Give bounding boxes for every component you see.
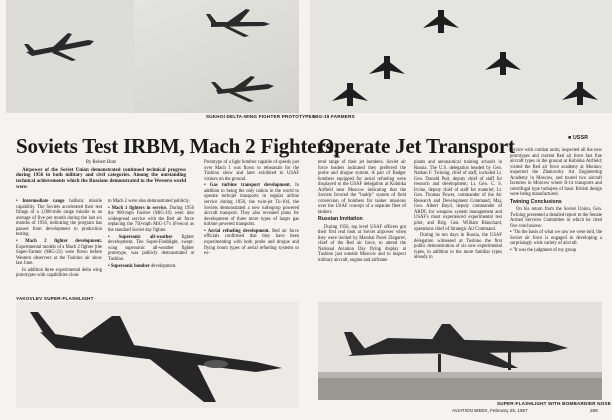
column-1 <box>16 160 186 192</box>
col4-paragraph-1: tend range of their jet bombers. Soviet air force leaders indicated they preferred the probe and drogue system. A pair of Badger bombers equipped for aerial refueling were displayed to the USAF delegation at Kubinka Airfield near Moscow indicating that the Soviets favored the "buddy" system of field conversion of bombers for tanker missions over the USAF concept of a separate fleet of tankers. <box>318 160 406 215</box>
column-5 <box>414 160 502 262</box>
col1-paragraph-3: In addition three experimental delta wing prototypes with capabilities close <box>16 267 102 279</box>
col6-paragraph-4: • "It was the judgment of my group <box>510 248 602 254</box>
col3-paragraph-1: Prototype of a light bomber capable of speeds just over Mach 1 was flown to rehearsals for the Tushino show and later exhibited to USAF visitors on the ground. <box>204 160 299 182</box>
mig19-caption: MIG-19 FARMERS <box>313 114 355 119</box>
sukhoi-photo <box>6 0 299 113</box>
headline-left: Soviets Test IRBM, Mach 2 Fighters, <box>16 134 339 158</box>
col6-subhead: Twining Conclusions <box>510 198 562 205</box>
column-2 <box>108 199 194 270</box>
col2-paragraph-3: • Supersonic all-weather fighter development. The Super-Flashlight, swept-wing supersonic all-weather fighter prototype, was publicly demonstrated at Tushino. <box>108 235 194 263</box>
col5-paragraph-2: During its ten days in Russia, the USAF delegation witnessed at Tushino the first public demonstration of six new experimental types, in addition to the more familiar types already in <box>414 233 502 261</box>
section-tag: ■ USSR <box>568 135 589 141</box>
col6-paragraph-3: • "On the basis of what we saw we were told, the Soviet air force is engaged in developing a surprisingly wide variety of aircraft. <box>510 230 602 247</box>
col2-paragraph-4: • Supersonic bomber development. <box>108 264 194 270</box>
footer-publication: AVIATION WEEK, February 25, 1957 <box>452 408 528 413</box>
sukhoi-caption: SUKHOI DELTA-WING FIGHTER PROTOTYPES <box>206 114 316 119</box>
col4-paragraph-2: During 1956, top level USAF officers got their first real look at Soviet airpower when they were invited by Marshal Pavel Zhigarev, chief of the Red air force, to attend the National Aviation Day flying display at Tushino just outside Moscow and to inspect military aircraft, engine and airframe <box>318 224 406 263</box>
column-6 <box>510 148 602 255</box>
headline-right: Operate Jet Transport <box>318 134 515 158</box>
col6-paragraph-2: On his return from the Soviet Union, Gen. Twining presented a detailed report to the Senate Armed Services Committee in which he cited five conclusions: <box>510 206 602 229</box>
column-4 <box>318 160 406 265</box>
col2-paragraph-2: • Mach 1 fighters in service. During 1956 the 900-mph Farmer (MiG-19) went into widespread service with the Red air force replacing the 750-mph MiG-17's (Fresco) as the standard Soviet day fighter. <box>108 206 194 234</box>
lede-paragraph: Airpower of the Soviet Union demonstrated continued technical progress during 1956 in both military and civil categories. Among the outstanding technical achievements which the Russians demonstrated to the Western world were: <box>16 167 186 190</box>
column-1-body <box>16 199 102 280</box>
superflashlight-caption: SUPER-FLASHLIGHT WITH BOMBARDIER NOSE <box>497 401 612 406</box>
superflashlight-photo <box>318 302 602 400</box>
col2-paragraph-1: to Mach 2 were also demonstrated publicly. <box>108 199 190 204</box>
byline: By Robert Hotz <box>85 160 117 165</box>
column-3 <box>204 160 299 258</box>
col4-subhead: Russian Invitation <box>318 216 363 223</box>
col3-paragraph-2: • Gas turbine transport development. In addition to being the only nation in the world to operate turbojet transports in regular airline service during 1956, the twin-jet Tu-104, the Soviets demonstrated a new turboprop powered aircraft transport. They also revealed plans for development of three more types of larger gas turbine powered transports. <box>204 183 299 227</box>
mig19-photo <box>310 0 612 113</box>
col1-paragraph-2: • Mach 2 fighter development. Experimental models of a Mach 2 fighter (the Super-Farmer (MiG-21) were flown before Western observers at the Tushino air show last June. <box>16 239 102 267</box>
yakovlev-photo <box>16 302 299 408</box>
yakovlev-caption: YAKOVLEV SUPER-FLASHLIGHT <box>16 296 94 301</box>
page-number: 289 <box>590 408 598 413</box>
col3-paragraph-3: • Aerial refueling development. Red air force officials confirmed that they have been experimenting with both probe and drogue and flying boom types of aerial refueling systems to ex- <box>204 229 299 257</box>
col1-paragraph-1: • Intermediate range ballistic missile capability. The Soviets accelerated their test firings of a 1,000-mile range missile to an average of five per month during the last six months of 1956, indicating the program has passed from development to production testing. <box>16 199 102 238</box>
col5-paragraph-1: plants and aeronautical training schools in Russia. The U.S. delegation headed by Gen. Nathan F. Twining, chief of staff, included Lt. Gen. Donald Putt, deputy chief of staff for research and development; Lt. Gen. C. S. Irvine, deputy chief of staff for materiel; Lt. Gen. Thomas Power, commander of the Air Research and Development Command; Maj. Gen. Albert Boyd, deputy commander of ARDC for weapons system management and USAF's most experienced experimental test pilot, and Brig. Gen. William Blanchard, operations chief of Strategic Air Command. <box>414 160 502 232</box>
col6-paragraph-1: service with combat units; inspected all the new prototypes and current Red air force fast fine aircraft types in the ground at Kubinka Airfield; visited the Red air force academy at Monino; inspected the Zhukovsky Air Engineering Academy in Moscow, and toured two aircraft factories in Moscow where Il-14 transports and centrifugal type turbojets of basic British design were being manufactured. <box>510 148 602 198</box>
